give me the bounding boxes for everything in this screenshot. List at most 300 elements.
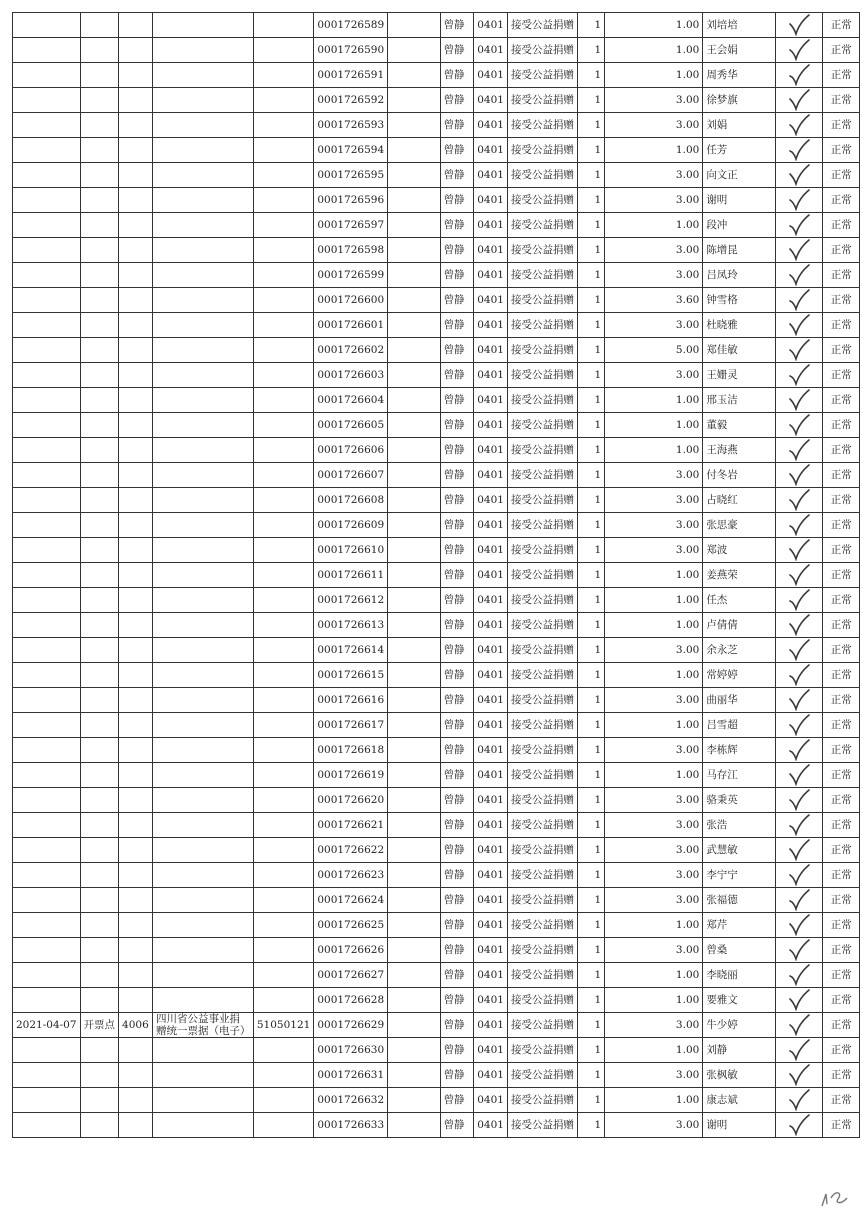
amount-cell: 3.00 bbox=[605, 263, 703, 288]
status-cell: 正常 bbox=[823, 1088, 860, 1113]
site-cell bbox=[80, 88, 119, 113]
bill-number-cell: 0001726589 bbox=[314, 13, 388, 38]
category-code-cell: 0401 bbox=[474, 963, 508, 988]
status-cell: 正常 bbox=[823, 838, 860, 863]
quantity-cell: 1 bbox=[577, 713, 604, 738]
checkmark-handwritten-icon bbox=[787, 1114, 811, 1136]
bill-type-cell bbox=[153, 513, 254, 538]
issuer-cell: 曾静 bbox=[440, 738, 474, 763]
org-code-cell bbox=[253, 363, 313, 388]
status-cell: 正常 bbox=[823, 988, 860, 1013]
bill-type-cell bbox=[153, 963, 254, 988]
bill-type-cell bbox=[153, 163, 254, 188]
table-row bbox=[13, 163, 860, 188]
table-row bbox=[13, 613, 860, 638]
amount-cell: 1.00 bbox=[605, 663, 703, 688]
code-cell bbox=[119, 663, 153, 688]
payer-cell: 谢明 bbox=[703, 188, 776, 213]
bill-number-cell: 0001726633 bbox=[314, 1113, 388, 1138]
quantity-cell: 1 bbox=[577, 438, 604, 463]
category-code-cell: 0401 bbox=[474, 863, 508, 888]
item-cell: 接受公益捐赠 bbox=[507, 463, 577, 488]
amount-cell: 1.00 bbox=[605, 13, 703, 38]
issuer-cell: 曾静 bbox=[440, 463, 474, 488]
table-row bbox=[13, 113, 860, 138]
bill-number-cell: 0001726609 bbox=[314, 513, 388, 538]
bill-type-cell bbox=[153, 238, 254, 263]
code-cell bbox=[119, 538, 153, 563]
site-cell bbox=[80, 263, 119, 288]
org-code-cell bbox=[253, 188, 313, 213]
verified-cell bbox=[776, 163, 823, 188]
category-code-cell: 0401 bbox=[474, 338, 508, 363]
bill-number-cell: 0001726596 bbox=[314, 188, 388, 213]
issuer-cell: 曾静 bbox=[440, 1088, 474, 1113]
site-cell bbox=[80, 638, 119, 663]
code-cell bbox=[119, 988, 153, 1013]
table-row bbox=[13, 213, 860, 238]
item-cell: 接受公益捐赠 bbox=[507, 513, 577, 538]
payer-cell: 付冬岩 bbox=[703, 463, 776, 488]
payer-cell: 李晓丽 bbox=[703, 963, 776, 988]
checkmark-handwritten-icon bbox=[787, 389, 811, 411]
checkmark-handwritten-icon bbox=[787, 414, 811, 436]
checkmark-handwritten-icon bbox=[787, 664, 811, 686]
date-cell bbox=[13, 138, 81, 163]
verified-cell bbox=[776, 438, 823, 463]
payer-cell: 马存江 bbox=[703, 763, 776, 788]
code-cell bbox=[119, 63, 153, 88]
quantity-cell: 1 bbox=[577, 313, 604, 338]
org-code-cell bbox=[253, 463, 313, 488]
payer-cell: 邢玉洁 bbox=[703, 388, 776, 413]
org-code-cell bbox=[253, 138, 313, 163]
category-code-cell: 0401 bbox=[474, 88, 508, 113]
payer-cell: 任杰 bbox=[703, 588, 776, 613]
amount-cell: 3.00 bbox=[605, 538, 703, 563]
code-cell bbox=[119, 88, 153, 113]
bill-number-cell: 0001726623 bbox=[314, 863, 388, 888]
bill-type-cell bbox=[153, 588, 254, 613]
date-cell bbox=[13, 413, 81, 438]
verified-cell bbox=[776, 938, 823, 963]
site-cell bbox=[80, 613, 119, 638]
issuer-cell: 曾静 bbox=[440, 238, 474, 263]
bill-number-cell: 0001726593 bbox=[314, 113, 388, 138]
blank-cell bbox=[388, 763, 440, 788]
amount-cell: 3.60 bbox=[605, 288, 703, 313]
verified-cell bbox=[776, 488, 823, 513]
category-code-cell: 0401 bbox=[474, 238, 508, 263]
org-code-cell bbox=[253, 38, 313, 63]
bill-type-cell bbox=[153, 488, 254, 513]
quantity-cell: 1 bbox=[577, 888, 604, 913]
table-row bbox=[13, 13, 860, 38]
payer-cell: 骆秉英 bbox=[703, 788, 776, 813]
checkmark-handwritten-icon bbox=[787, 1089, 811, 1111]
code-cell bbox=[119, 138, 153, 163]
bill-number-cell: 0001726597 bbox=[314, 213, 388, 238]
item-cell: 接受公益捐赠 bbox=[507, 788, 577, 813]
quantity-cell: 1 bbox=[577, 1113, 604, 1138]
issuer-cell: 曾静 bbox=[440, 438, 474, 463]
bill-type-cell bbox=[153, 563, 254, 588]
status-cell: 正常 bbox=[823, 163, 860, 188]
amount-cell: 3.00 bbox=[605, 238, 703, 263]
amount-cell: 3.00 bbox=[605, 1113, 703, 1138]
amount-cell: 3.00 bbox=[605, 188, 703, 213]
status-cell: 正常 bbox=[823, 538, 860, 563]
handwritten-page-number-icon bbox=[816, 1186, 856, 1212]
code-cell bbox=[119, 413, 153, 438]
category-code-cell: 0401 bbox=[474, 1013, 508, 1038]
category-code-cell: 0401 bbox=[474, 788, 508, 813]
site-cell bbox=[80, 988, 119, 1013]
amount-cell: 1.00 bbox=[605, 588, 703, 613]
checkmark-handwritten-icon bbox=[787, 439, 811, 461]
issuer-cell: 曾静 bbox=[440, 638, 474, 663]
bill-number-cell: 0001726598 bbox=[314, 238, 388, 263]
blank-cell bbox=[388, 63, 440, 88]
org-code-cell bbox=[253, 888, 313, 913]
date-cell bbox=[13, 988, 81, 1013]
org-code-cell bbox=[253, 838, 313, 863]
verified-cell bbox=[776, 888, 823, 913]
code-cell bbox=[119, 13, 153, 38]
category-code-cell: 0401 bbox=[474, 588, 508, 613]
quantity-cell: 1 bbox=[577, 813, 604, 838]
amount-cell: 3.00 bbox=[605, 513, 703, 538]
item-cell: 接受公益捐赠 bbox=[507, 963, 577, 988]
table-row bbox=[13, 563, 860, 588]
category-code-cell: 0401 bbox=[474, 1088, 508, 1113]
bill-number-cell: 0001726610 bbox=[314, 538, 388, 563]
site-cell bbox=[80, 813, 119, 838]
date-cell bbox=[13, 1113, 81, 1138]
bill-type-cell: 四川省公益事业捐赠统一票据（电子） bbox=[153, 1013, 254, 1038]
date-cell bbox=[13, 888, 81, 913]
bill-number-cell: 0001726590 bbox=[314, 38, 388, 63]
item-cell: 接受公益捐赠 bbox=[507, 38, 577, 63]
blank-cell bbox=[388, 438, 440, 463]
quantity-cell: 1 bbox=[577, 38, 604, 63]
item-cell: 接受公益捐赠 bbox=[507, 563, 577, 588]
org-code-cell bbox=[253, 488, 313, 513]
payer-cell: 陈增昆 bbox=[703, 238, 776, 263]
table-row bbox=[13, 838, 860, 863]
code-cell bbox=[119, 1113, 153, 1138]
blank-cell bbox=[388, 13, 440, 38]
bill-type-cell bbox=[153, 788, 254, 813]
category-code-cell: 0401 bbox=[474, 638, 508, 663]
verified-cell bbox=[776, 1088, 823, 1113]
date-cell bbox=[13, 513, 81, 538]
bill-type-cell bbox=[153, 438, 254, 463]
verified-cell bbox=[776, 1038, 823, 1063]
table-row bbox=[13, 588, 860, 613]
item-cell: 接受公益捐赠 bbox=[507, 113, 577, 138]
quantity-cell: 1 bbox=[577, 113, 604, 138]
issuer-cell: 曾静 bbox=[440, 588, 474, 613]
status-cell: 正常 bbox=[823, 238, 860, 263]
code-cell bbox=[119, 513, 153, 538]
code-cell bbox=[119, 763, 153, 788]
issuer-cell: 曾静 bbox=[440, 388, 474, 413]
quantity-cell: 1 bbox=[577, 388, 604, 413]
verified-cell bbox=[776, 538, 823, 563]
code-cell bbox=[119, 213, 153, 238]
amount-cell: 3.00 bbox=[605, 88, 703, 113]
issuer-cell: 曾静 bbox=[440, 263, 474, 288]
blank-cell bbox=[388, 1088, 440, 1113]
site-cell bbox=[80, 163, 119, 188]
bill-number-cell: 0001726614 bbox=[314, 638, 388, 663]
site-cell bbox=[80, 538, 119, 563]
blank-cell bbox=[388, 788, 440, 813]
code-cell bbox=[119, 338, 153, 363]
checkmark-handwritten-icon bbox=[787, 239, 811, 261]
table-row bbox=[13, 88, 860, 113]
site-cell bbox=[80, 588, 119, 613]
amount-cell: 1.00 bbox=[605, 1088, 703, 1113]
item-cell: 接受公益捐赠 bbox=[507, 888, 577, 913]
table-row bbox=[13, 638, 860, 663]
verified-cell bbox=[776, 38, 823, 63]
checkmark-handwritten-icon bbox=[787, 589, 811, 611]
date-cell bbox=[13, 1038, 81, 1063]
site-cell bbox=[80, 313, 119, 338]
amount-cell: 1.00 bbox=[605, 138, 703, 163]
table-row bbox=[13, 663, 860, 688]
checkmark-handwritten-icon bbox=[787, 564, 811, 586]
org-code-cell bbox=[253, 388, 313, 413]
table-row bbox=[13, 313, 860, 338]
item-cell: 接受公益捐赠 bbox=[507, 763, 577, 788]
org-code-cell bbox=[253, 563, 313, 588]
bill-type-cell bbox=[153, 263, 254, 288]
quantity-cell: 1 bbox=[577, 263, 604, 288]
verified-cell bbox=[776, 713, 823, 738]
bill-type-cell bbox=[153, 763, 254, 788]
quantity-cell: 1 bbox=[577, 213, 604, 238]
date-cell bbox=[13, 163, 81, 188]
code-cell bbox=[119, 363, 153, 388]
table-row bbox=[13, 413, 860, 438]
checkmark-handwritten-icon bbox=[787, 139, 811, 161]
payer-cell: 王海燕 bbox=[703, 438, 776, 463]
code-cell bbox=[119, 713, 153, 738]
verified-cell bbox=[776, 13, 823, 38]
category-code-cell: 0401 bbox=[474, 563, 508, 588]
checkmark-handwritten-icon bbox=[787, 614, 811, 636]
status-cell: 正常 bbox=[823, 1038, 860, 1063]
verified-cell bbox=[776, 138, 823, 163]
date-cell bbox=[13, 563, 81, 588]
code-cell bbox=[119, 963, 153, 988]
blank-cell bbox=[388, 513, 440, 538]
site-cell bbox=[80, 963, 119, 988]
amount-cell: 3.00 bbox=[605, 688, 703, 713]
date-cell bbox=[13, 13, 81, 38]
bill-number-cell: 0001726603 bbox=[314, 363, 388, 388]
item-cell: 接受公益捐赠 bbox=[507, 938, 577, 963]
item-cell: 接受公益捐赠 bbox=[507, 88, 577, 113]
org-code-cell bbox=[253, 788, 313, 813]
category-code-cell: 0401 bbox=[474, 288, 508, 313]
blank-cell bbox=[388, 1038, 440, 1063]
table-row bbox=[13, 338, 860, 363]
site-cell bbox=[80, 788, 119, 813]
issuer-cell: 曾静 bbox=[440, 63, 474, 88]
table-row bbox=[13, 763, 860, 788]
status-cell: 正常 bbox=[823, 213, 860, 238]
quantity-cell: 1 bbox=[577, 663, 604, 688]
issuer-cell: 曾静 bbox=[440, 888, 474, 913]
site-cell bbox=[80, 238, 119, 263]
status-cell: 正常 bbox=[823, 713, 860, 738]
code-cell bbox=[119, 788, 153, 813]
org-code-cell bbox=[253, 538, 313, 563]
issuer-cell: 曾静 bbox=[440, 138, 474, 163]
issuer-cell: 曾静 bbox=[440, 413, 474, 438]
issuer-cell: 曾静 bbox=[440, 313, 474, 338]
site-cell bbox=[80, 338, 119, 363]
org-code-cell bbox=[253, 613, 313, 638]
item-cell: 接受公益捐赠 bbox=[507, 738, 577, 763]
date-cell bbox=[13, 213, 81, 238]
amount-cell: 3.00 bbox=[605, 313, 703, 338]
bill-number-cell: 0001726601 bbox=[314, 313, 388, 338]
item-cell: 接受公益捐赠 bbox=[507, 188, 577, 213]
status-cell: 正常 bbox=[823, 688, 860, 713]
org-code-cell bbox=[253, 13, 313, 38]
payer-cell: 吕凤玲 bbox=[703, 263, 776, 288]
category-code-cell: 0401 bbox=[474, 1063, 508, 1088]
issuer-cell: 曾静 bbox=[440, 1038, 474, 1063]
amount-cell: 5.00 bbox=[605, 338, 703, 363]
bill-type-cell bbox=[153, 1063, 254, 1088]
item-cell: 接受公益捐赠 bbox=[507, 63, 577, 88]
item-cell: 接受公益捐赠 bbox=[507, 663, 577, 688]
payer-cell: 杜晓雅 bbox=[703, 313, 776, 338]
blank-cell bbox=[388, 238, 440, 263]
verified-cell bbox=[776, 663, 823, 688]
table-row bbox=[13, 988, 860, 1013]
amount-cell: 3.00 bbox=[605, 863, 703, 888]
code-cell bbox=[119, 738, 153, 763]
quantity-cell: 1 bbox=[577, 688, 604, 713]
table-row bbox=[13, 188, 860, 213]
quantity-cell: 1 bbox=[577, 863, 604, 888]
payer-cell: 卢倩倩 bbox=[703, 613, 776, 638]
table-row bbox=[13, 913, 860, 938]
blank-cell bbox=[388, 713, 440, 738]
table-row bbox=[13, 938, 860, 963]
status-cell: 正常 bbox=[823, 788, 860, 813]
quantity-cell: 1 bbox=[577, 613, 604, 638]
site-cell bbox=[80, 413, 119, 438]
verified-cell bbox=[776, 613, 823, 638]
checkmark-handwritten-icon bbox=[787, 514, 811, 536]
item-cell: 接受公益捐赠 bbox=[507, 588, 577, 613]
bill-number-cell: 0001726624 bbox=[314, 888, 388, 913]
amount-cell: 1.00 bbox=[605, 438, 703, 463]
bill-type-cell bbox=[153, 838, 254, 863]
donation-ledger-table bbox=[12, 12, 860, 1138]
date-cell bbox=[13, 788, 81, 813]
payer-cell: 郑芹 bbox=[703, 913, 776, 938]
checkmark-handwritten-icon bbox=[787, 814, 811, 836]
status-cell: 正常 bbox=[823, 338, 860, 363]
issuer-cell: 曾静 bbox=[440, 863, 474, 888]
code-cell bbox=[119, 463, 153, 488]
org-code-cell bbox=[253, 288, 313, 313]
blank-cell bbox=[388, 363, 440, 388]
bill-type-cell bbox=[153, 888, 254, 913]
item-cell: 接受公益捐赠 bbox=[507, 838, 577, 863]
payer-cell: 要雅文 bbox=[703, 988, 776, 1013]
date-cell bbox=[13, 88, 81, 113]
date-cell bbox=[13, 613, 81, 638]
amount-cell: 3.00 bbox=[605, 488, 703, 513]
quantity-cell: 1 bbox=[577, 188, 604, 213]
bill-number-cell: 0001726631 bbox=[314, 1063, 388, 1088]
bill-type-cell bbox=[153, 38, 254, 63]
issuer-cell: 曾静 bbox=[440, 338, 474, 363]
verified-cell bbox=[776, 513, 823, 538]
checkmark-handwritten-icon bbox=[787, 189, 811, 211]
issuer-cell: 曾静 bbox=[440, 663, 474, 688]
checkmark-handwritten-icon bbox=[787, 714, 811, 736]
verified-cell bbox=[776, 788, 823, 813]
table-row bbox=[13, 863, 860, 888]
table-row bbox=[13, 813, 860, 838]
bill-number-cell: 0001726604 bbox=[314, 388, 388, 413]
status-cell: 正常 bbox=[823, 1113, 860, 1138]
bill-type-cell bbox=[153, 738, 254, 763]
org-code-cell bbox=[253, 988, 313, 1013]
payer-cell: 牛少婷 bbox=[703, 1013, 776, 1038]
bill-number-cell: 0001726605 bbox=[314, 413, 388, 438]
table-row bbox=[13, 488, 860, 513]
blank-cell bbox=[388, 813, 440, 838]
item-cell: 接受公益捐赠 bbox=[507, 413, 577, 438]
issuer-cell: 曾静 bbox=[440, 813, 474, 838]
amount-cell: 1.00 bbox=[605, 63, 703, 88]
payer-cell: 曲丽华 bbox=[703, 688, 776, 713]
status-cell: 正常 bbox=[823, 588, 860, 613]
bill-type-cell bbox=[153, 688, 254, 713]
bill-type-cell bbox=[153, 138, 254, 163]
item-cell: 接受公益捐赠 bbox=[507, 138, 577, 163]
bill-number-cell: 0001726592 bbox=[314, 88, 388, 113]
date-cell bbox=[13, 638, 81, 663]
verified-cell bbox=[776, 188, 823, 213]
amount-cell: 3.00 bbox=[605, 888, 703, 913]
date-cell bbox=[13, 463, 81, 488]
date-cell bbox=[13, 338, 81, 363]
category-code-cell: 0401 bbox=[474, 838, 508, 863]
payer-cell: 郑波 bbox=[703, 538, 776, 563]
bill-type-cell bbox=[153, 113, 254, 138]
code-cell bbox=[119, 38, 153, 63]
item-cell: 接受公益捐赠 bbox=[507, 338, 577, 363]
quantity-cell: 1 bbox=[577, 463, 604, 488]
payer-cell: 曾桑 bbox=[703, 938, 776, 963]
checkmark-handwritten-icon bbox=[787, 839, 811, 861]
bill-type-cell bbox=[153, 813, 254, 838]
date-cell bbox=[13, 238, 81, 263]
